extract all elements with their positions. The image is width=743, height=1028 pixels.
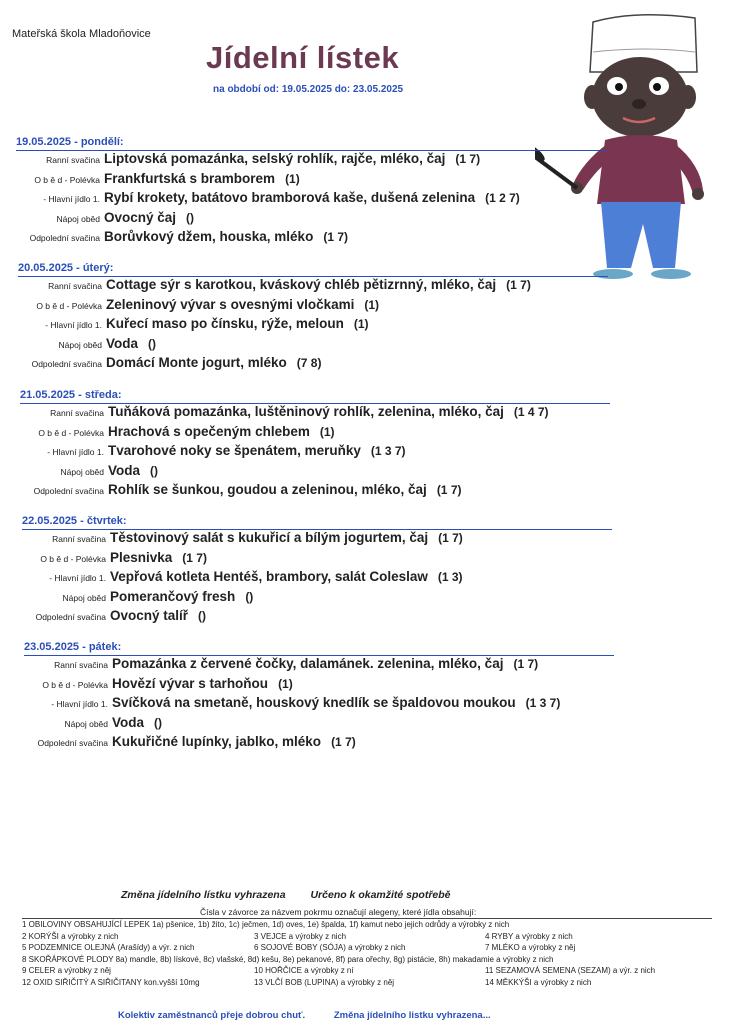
dish-name: Zeleninový vývar s ovesnými vločkami: [106, 296, 355, 312]
dish-name: Plesnivka: [110, 549, 173, 565]
dish-name: Tvarohové noky se špenátem, meruňky: [108, 443, 361, 458]
dish-name: Kukuřičné lupínky, jablko, mléko: [112, 734, 322, 749]
day-heading: 19.05.2025 - pondělí:: [16, 136, 606, 151]
day-section: [22, 515, 622, 628]
meal-label: - Hlavní jídlo 1.: [45, 320, 102, 330]
allergen-codes: (1): [278, 676, 293, 691]
allergen-item: 10 HOŘČICE a výrobky z ní: [254, 966, 354, 975]
meal-row: [20, 463, 620, 483]
meal-row: [24, 656, 624, 676]
dish-name: Frankfurtská s bramborem: [104, 170, 276, 186]
meal-label: Ranní svačina: [52, 534, 106, 544]
meal-label: O b ě d - Polévka: [34, 174, 100, 185]
day-section: [24, 641, 624, 754]
meal-row: [16, 210, 616, 230]
allergen-codes: (1): [285, 171, 300, 186]
allergen-item: 7 MLÉKO a výrobky z něj: [485, 943, 576, 952]
meal-label: O b ě d - Polévka: [36, 300, 102, 311]
meal-label: - Hlavní jídlo 1.: [47, 447, 104, 457]
meal-row: [18, 355, 618, 375]
allergen-item: 11 SEZAMOVÁ SEMENA (SEZAM) a výr. z nich: [485, 966, 656, 975]
allergen-item: 8 SKOŘÁPKOVÉ PLODY 8a) mandle, 8b) lískové, 8c) vlašské, 8d) kešu, 8e) pekanové, 8f) para ořechy, 8g) pistácie, 8h) makadamie a výrobky z nich: [22, 954, 554, 964]
dish-name: Rybí krokety, batátovo bramborová kaše, dušená zelenina: [104, 190, 476, 205]
meal-label: Ranní svačina: [46, 155, 100, 165]
dish-name: Svíčková na smetaně, houskový knedlík se špaldovou moukou: [112, 695, 516, 710]
allergen-row: [22, 954, 712, 966]
meal-row: [22, 530, 622, 550]
dish-name: Vepřová kotleta Hentéš, brambory, salát Coleslaw: [110, 569, 428, 584]
meal-label: Nápoj oběd: [58, 339, 102, 350]
meal-row: [20, 424, 620, 444]
meal-row: [20, 482, 620, 502]
allergen-codes: (1 4 7): [513, 405, 549, 419]
allergen-codes: (1): [364, 297, 380, 312]
meal-label: - Hlavní jídlo 1.: [43, 194, 100, 204]
meal-label: Odpolední svačina: [31, 359, 102, 369]
allergen-codes: (1): [319, 424, 335, 439]
dish-name: Voda: [112, 714, 145, 730]
allergen-codes: (1 7): [455, 152, 481, 166]
allergen-item: 14 MĚKKÝŠI a výrobky z nich: [485, 977, 592, 987]
allergen-row: [22, 942, 712, 954]
allergen-table: [22, 918, 712, 988]
meal-label: - Hlavní jídlo 1.: [51, 699, 108, 709]
allergen-codes: (1 3): [437, 570, 463, 584]
day-section: [18, 262, 618, 375]
allergen-codes: (): [198, 609, 207, 623]
day-section: [20, 389, 620, 502]
dish-name: Tuňáková pomazánka, luštěninový rohlík, zelenina, mléko, čaj: [108, 404, 504, 419]
allergen-codes: (1 7): [182, 550, 207, 565]
meal-row: [20, 404, 620, 424]
allergen-item: 6 SOJOVÉ BOBY (SÓJA) a výrobky z nich: [254, 943, 406, 952]
meal-row: [16, 190, 616, 210]
dish-name: Voda: [108, 462, 141, 478]
dish-name: Hrachová s opečeným chlebem: [108, 423, 310, 439]
footer-wish: Kolektiv zaměstnanců přeje dobrou chuť.: [118, 1010, 306, 1021]
meal-row: [18, 336, 618, 356]
dish-name: Hovězí vývar s tarhoňou: [112, 675, 269, 691]
allergen-item: 2 KORÝŠI a výrobky z nich: [22, 931, 119, 941]
change-note: Změna jídelního lístku vyhrazena: [121, 889, 286, 901]
allergen-intro: Čísla v závorce za názvem pokrmu označují alegeny, které jídla obsahují:: [200, 907, 477, 917]
dish-name: Ovocný talíř: [110, 608, 189, 623]
page-title: Jídelní lístek: [206, 40, 400, 75]
meal-row: [22, 569, 622, 589]
day-heading: 21.05.2025 - středa:: [20, 389, 610, 404]
meal-label: Nápoj oběd: [62, 592, 106, 603]
meal-label: Ranní svačina: [48, 281, 102, 291]
allergen-codes: (1 7): [436, 483, 462, 497]
meal-label: Odpolední svačina: [37, 738, 108, 748]
day-heading: 23.05.2025 - pátek:: [24, 641, 614, 656]
dish-name: Rohlík se šunkou, goudou a zeleninou, mléko, čaj: [108, 482, 427, 497]
allergen-item: 1 OBILOVINY OBSAHUJÍCÍ LEPEK 1a) pšenice, 1b) žito, 1c) ječmen, 1d) oves, 1e) špalda, 1f) kamut nebo jejich odrůdy a výrobky z nich: [22, 920, 510, 929]
allergen-codes: (1 2 7): [485, 191, 520, 205]
meal-row: [22, 608, 622, 628]
meal-row: [18, 316, 618, 336]
allergen-row: [22, 919, 712, 931]
meal-label: Odpolední svačina: [35, 612, 106, 622]
day-heading: 22.05.2025 - čtvrtek:: [22, 515, 612, 530]
meal-row: [20, 443, 620, 463]
dish-name: Těstovinový salát s kukuřicí a bílým jogurtem, čaj: [110, 530, 429, 545]
day-heading: 20.05.2025 - úterý:: [18, 262, 608, 277]
allergen-codes: (): [245, 589, 254, 604]
meal-label: Nápoj oběd: [64, 718, 108, 729]
allergen-codes: (1 7): [506, 278, 531, 292]
meal-row: [22, 550, 622, 570]
dish-name: Cottage sýr s karotkou, kváskový chléb pětizrnný, mléko, čaj: [106, 277, 497, 292]
allergen-item: 4 RYBY a výrobky z nich: [485, 931, 573, 941]
allergen-codes: (): [150, 463, 159, 478]
meal-label: Nápoj oběd: [56, 213, 100, 224]
allergen-codes: (1 7): [513, 657, 539, 671]
menu-period: na období od: 19.05.2025 do: 23.05.2025: [213, 84, 404, 95]
allergen-item: 5 PODZEMNICE OLEJNÁ (Arašídy) a výr. z nich: [22, 943, 195, 952]
meal-row: [24, 715, 624, 735]
allergen-codes: (1): [353, 317, 369, 331]
allergen-codes: (1 7): [331, 735, 356, 749]
dish-name: Pomerančový fresh: [110, 588, 236, 604]
day-section: [16, 136, 616, 249]
meal-label: O b ě d - Polévka: [38, 427, 104, 438]
meal-label: O b ě d - Polévka: [42, 679, 108, 690]
meal-row: [22, 589, 622, 609]
meal-row: [16, 151, 616, 171]
allergen-codes: (1 7): [438, 531, 463, 545]
allergen-codes: (7 8): [296, 356, 322, 370]
meal-row: [24, 734, 624, 754]
allergen-item: 12 OXID SIŘIČITÝ A SIŘIČITANY kon.vyšší 10mg: [22, 977, 200, 987]
meal-label: Nápoj oběd: [60, 466, 104, 477]
allergen-item: 9 CELER a výrobky z něj: [22, 966, 111, 975]
footer-change: Změna jídelního listku vyhrazena...: [333, 1010, 491, 1021]
allergen-codes: (1 7): [323, 230, 349, 244]
allergen-row: [22, 965, 712, 977]
meal-row: [16, 229, 616, 249]
allergen-item: 13 VLČÍ BOB (LUPINA) a výrobky z něj: [254, 977, 395, 987]
meal-row: [18, 277, 618, 297]
meal-row: [24, 676, 624, 696]
allergen-codes: (): [186, 210, 195, 225]
meal-row: [16, 171, 616, 191]
footer: [118, 1010, 491, 1021]
dish-name: Borůvkový džem, houska, mléko: [104, 229, 314, 244]
dish-name: Voda: [106, 335, 139, 351]
dish-name: Liptovská pomazánka, selský rohlík, rajče, mléko, čaj: [104, 151, 446, 166]
meal-row: [24, 695, 624, 715]
allergen-item: 3 VEJCE a výrobky z nich: [254, 931, 347, 941]
dish-name: Kuřecí maso po čínsku, rýže, meloun: [106, 316, 344, 331]
allergen-codes: (): [154, 715, 163, 730]
note-line: [121, 889, 451, 901]
allergen-codes: (1 3 7): [370, 444, 406, 458]
meal-label: Ranní svačina: [50, 408, 104, 418]
meal-label: Odpolední svačina: [33, 486, 104, 496]
dish-name: Ovocný čaj: [104, 209, 177, 225]
allergen-row: [22, 977, 712, 989]
school-name: Mateřská škola Mladoňovice: [12, 28, 151, 40]
meal-label: - Hlavní jídlo 1.: [49, 573, 106, 583]
meal-label: O b ě d - Polévka: [40, 553, 106, 564]
dish-name: Pomazánka z červené čočky, dalamánek. zelenina, mléko, čaj: [112, 656, 504, 671]
allergen-codes: (): [148, 336, 157, 351]
meal-label: Odpolední svačina: [29, 233, 100, 243]
allergen-codes: (1 3 7): [525, 696, 561, 710]
meal-label: Ranní svačina: [54, 660, 108, 670]
consume-note: Určeno k okamžité spotřebě: [310, 889, 451, 901]
dish-name: Domácí Monte jogurt, mléko: [106, 355, 287, 370]
allergen-row: [22, 931, 712, 943]
meal-row: [18, 297, 618, 317]
